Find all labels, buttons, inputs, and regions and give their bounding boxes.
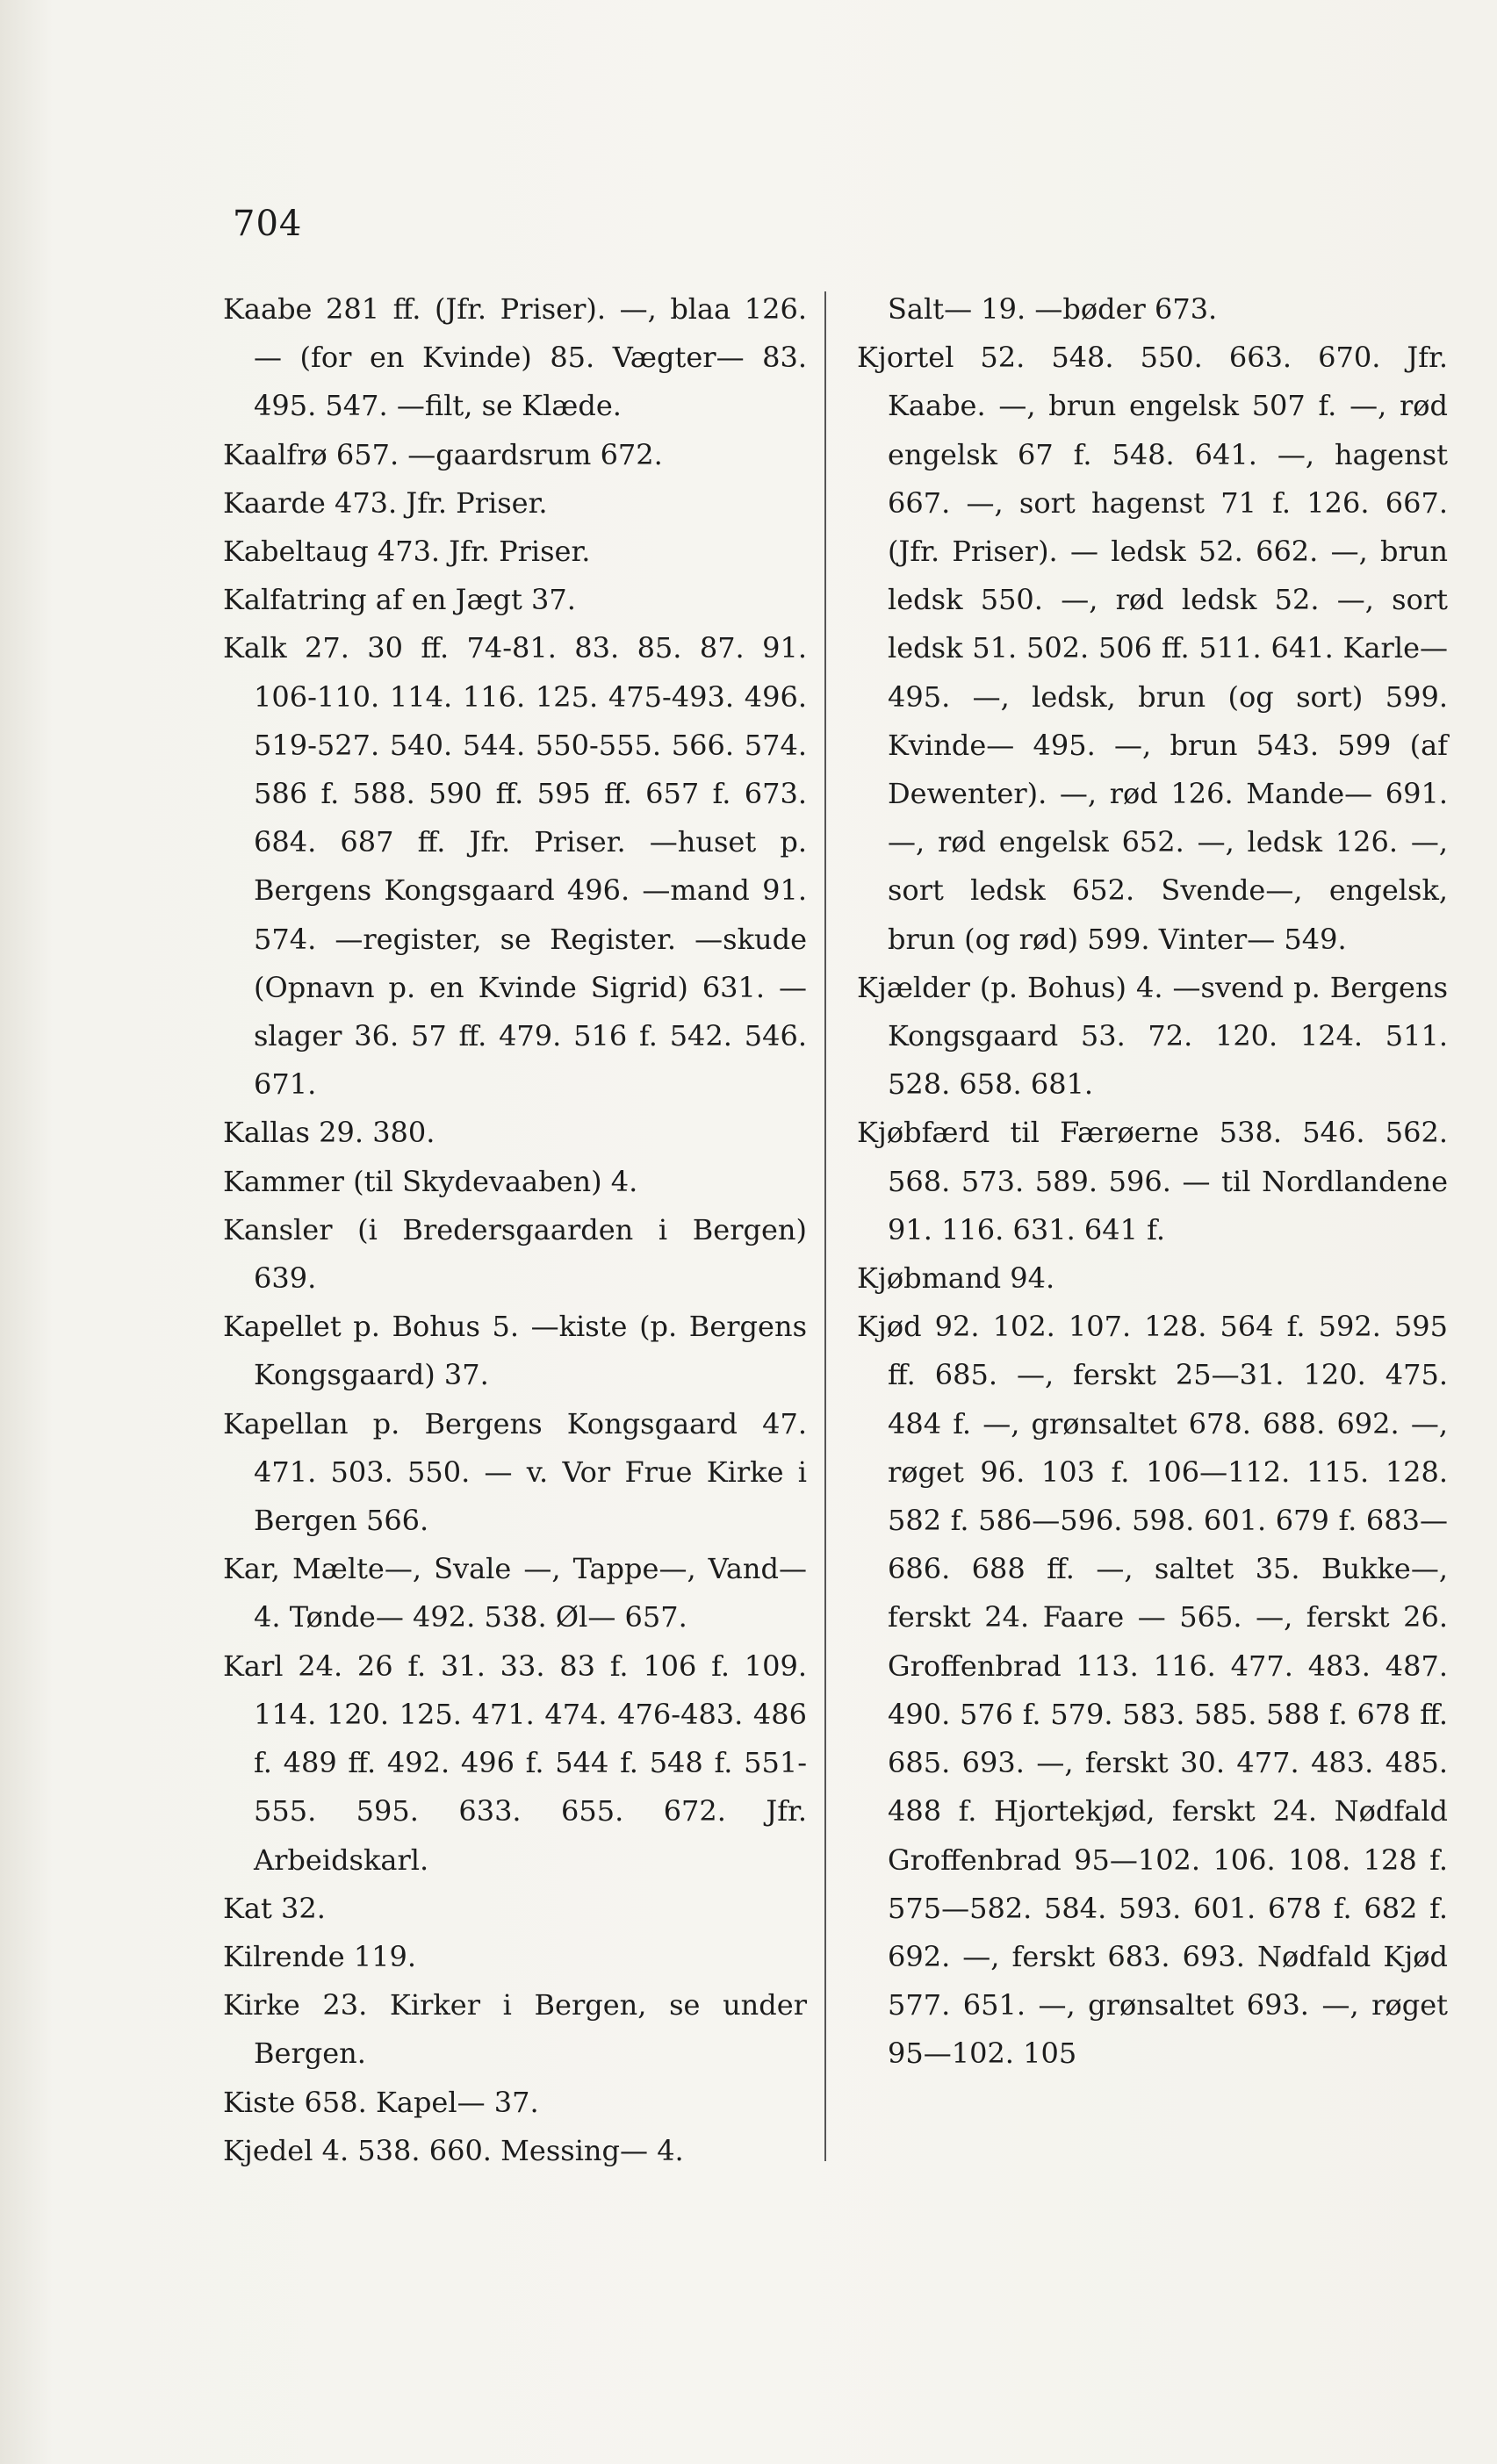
index-entry: Kjøbfærd til Færøerne 538. 546. 562. 568. 573. 589. 596. — til Nordlandene 91. 116. 631. 641 f. [857,1116,1448,1246]
index-entry: Kapellet p. Bohus 5. —kiste (p. Bergens Kongsgaard) 37. [223,1310,807,1392]
index-entry: Kalfatring af en Jægt 37. [223,583,576,617]
index-entry: Kallas 29. 380. [223,1116,435,1150]
left-column [223,285,807,2175]
index-entry: Kiste 658. Kapel— 37. [223,2085,539,2119]
index-entry: Kalk 27. 30 ff. 74-81. 83. 85. 87. 91. 106-110. 114. 116. 125. 475-493. 496. 519-527. 540. 544. 550-555. 566. 574. 586 f. 588. 590 ff. 595 ff. 657 f. 673. 684. 687 ff. Jfr. Priser. —huset p. Bergens Kongsgaard 496. —mand 91. 574. —register, se Register. —skude (Opnavn p. en Kvinde Sigrid) 631. —slager 36. 57 ff. 479. 516 f. 542. 546. 671. [223,631,807,1102]
index-entry: Kilrende 119. [223,1939,417,1973]
right-column [857,285,1448,2079]
index-entry: Kjedel 4. 538. 660. Messing— 4. [223,2133,684,2167]
index-entry: Kirke 23. Kirker i Bergen, se under Bergen. [223,1988,807,2071]
index-entry: Kaalfrø 657. —gaardsrum 672. [223,437,663,471]
index-entry: Kammer (til Skydevaaben) 4. [223,1164,638,1198]
index-entry: Kaabe 281 ff. (Jfr. Priser). —, blaa 126. — (for en Kvinde) 85. Vægter— 83. 495. 547. —filt, se Klæde. [223,292,807,423]
column-divider [824,291,826,2161]
index-entry: Kansler (i Bredersgaarden i Bergen) 639. [223,1212,807,1296]
index-entry: Kjortel 52. 548. 550. 663. 670. Jfr. Kaabe. —, brun engelsk 507 f. —, rød engelsk 67 f. 548. 641. —, hagenst 667. —, sort hagenst 71 f. 126. 667. (Jfr. Priser). — ledsk 52. 662. —, brun ledsk 550. —, rød ledsk 52. —, sort ledsk 51. 502. 506 ff. 511. 641. Karle— 495. —, ledsk, brun (og sort) 599. Kvinde— 495. —, brun 543. 599 (af Dewenter). —, rød 126. Mande— 691. —, rød engelsk 652. —, ledsk 126. —, sort ledsk 652. Svende—, engelsk, brun (og rød) 599. Vinter— 549. [857,341,1448,956]
index-entry: Kjælder (p. Bohus) 4. —svend p. Bergens Kongsgaard 53. 72. 120. 124. 511. 528. 658. 681. [857,970,1448,1102]
index-entry: Kar, Mælte—, Svale —, Tappe—, Vand— 4. Tønde— 492. 538. Øl— 657. [223,1552,807,1634]
index-entry-continuation: Salt— 19. —bøder 673. [888,292,1218,326]
index-entry: Kat 32. [223,1891,326,1925]
index-entry: Kaarde 473. Jfr. Priser. [223,485,548,520]
index-entry: Kapellan p. Bergens Kongsgaard 47. 471. 503. 550. — v. Vor Frue Kirke i Bergen 566. [223,1406,807,1538]
index-entry: Kabeltaug 473. Jfr. Priser. [223,535,591,569]
index-entry: Kjød 92. 102. 107. 128. 564 f. 592. 595 ff. 685. —, ferskt 25—31. 120. 475. 484 f. —, grønsaltet 678. 688. 692. —, røget 96. 103 f. 106—112. 115. 128. 582 f. 586—596. 598. 601. 679 f. 683—686. 688 ff. —, saltet 35. Bukke—, ferskt 24. Faare — 565. —, ferskt 26. Groffenbrad 113. 116. 477. 483. 487. 490. 576 f. 579. 583. 585. 588 f. 678 ff. 685. 693. —, ferskt 30. 477. 483. 485. 488 f. Hjortekjød, ferskt 24. Nødfald Groffenbrad 95—102. 106. 108. 128 f. 575—582. 584. 593. 601. 678 f. 682 f. 692. —, ferskt 683. 693. Nødfald Kjød 577. 651. —, grønsaltet 693. —, røget 95—102. 105 [857,1310,1448,2071]
index-entry: Karl 24. 26 f. 31. 33. 83 f. 106 f. 109. 114. 120. 125. 471. 474. 476-483. 486 f. 489 ff. 492. 496 f. 544 f. 548 f. 551-555. 595. 633. 655. 672. Jfr. Arbeidskarl. [223,1649,807,1877]
index-entry: Kjøbmand 94. [857,1261,1055,1296]
page-number: 704 [233,204,303,244]
